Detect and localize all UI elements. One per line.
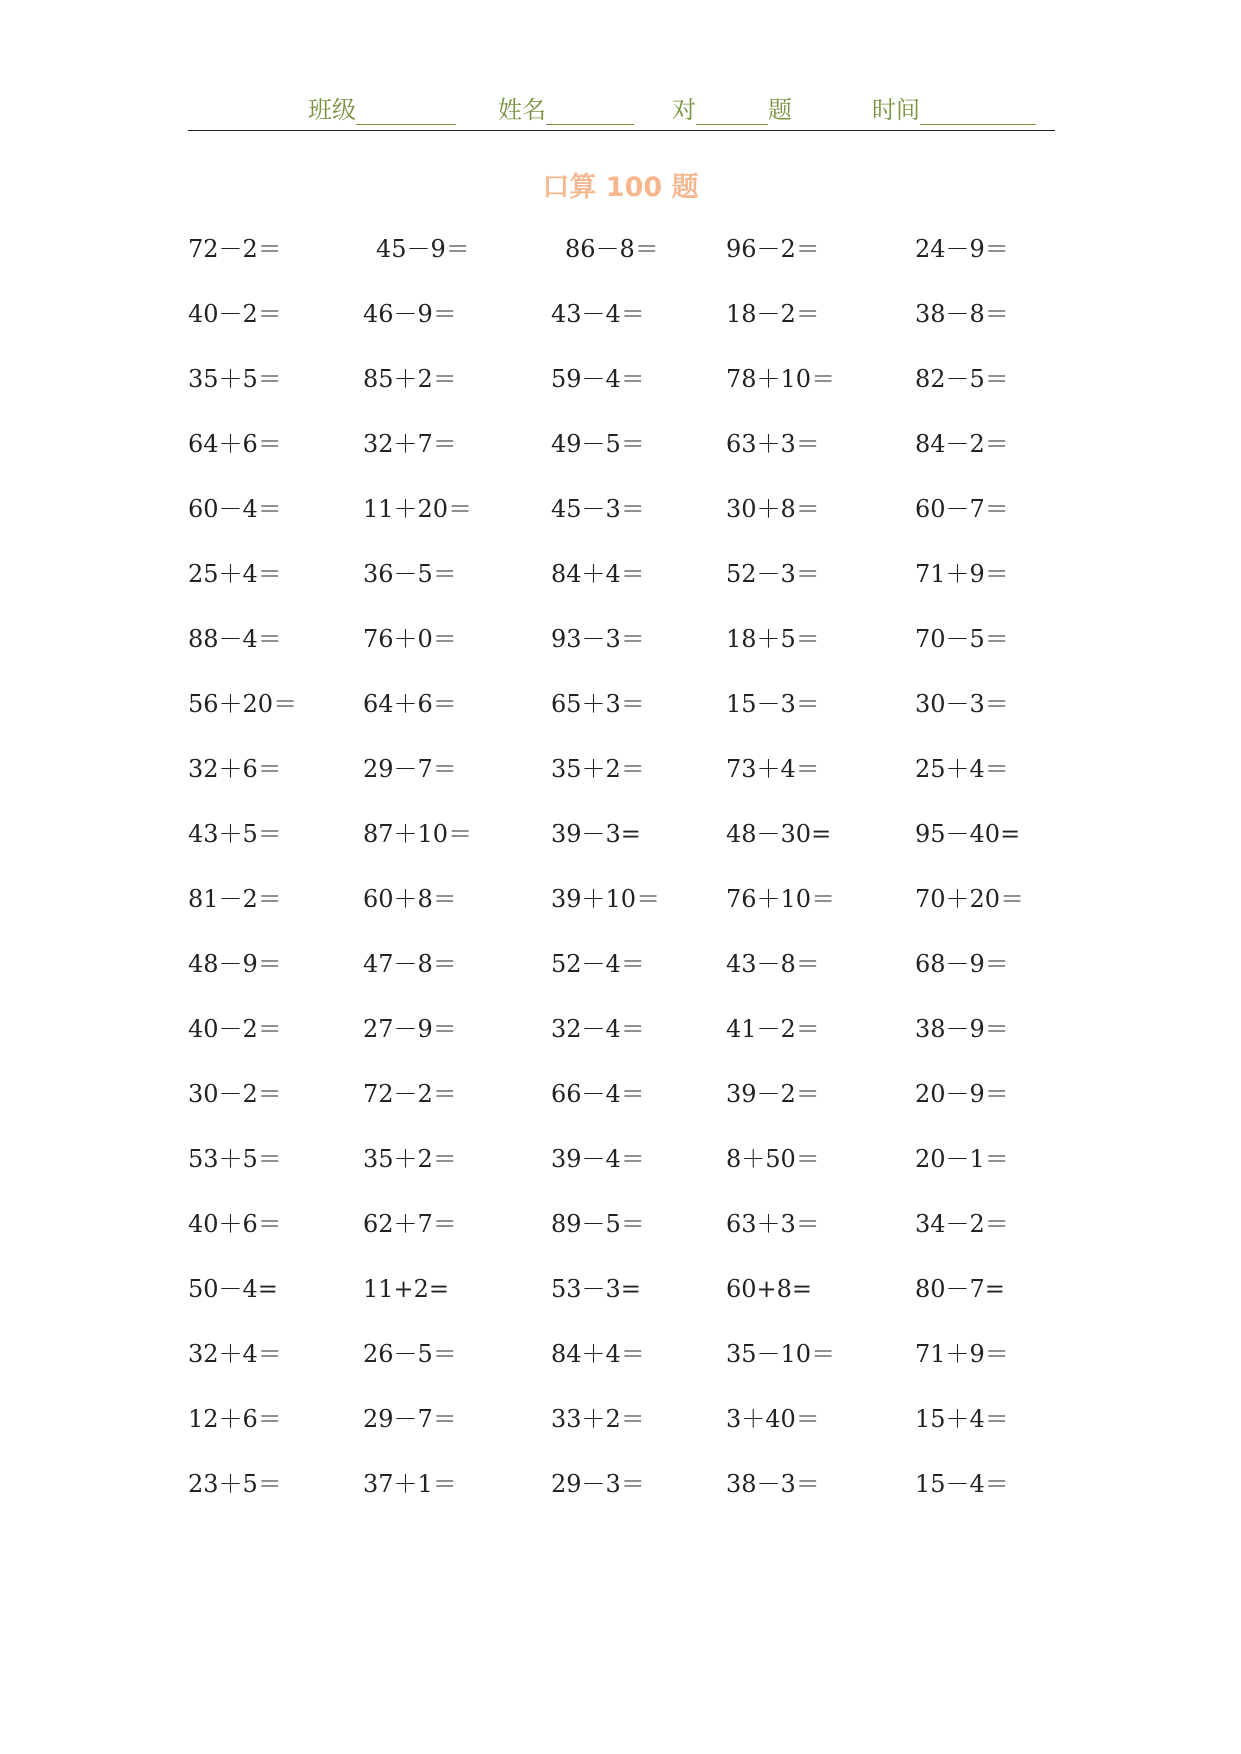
problem-row bbox=[188, 747, 1068, 812]
problem-row bbox=[188, 552, 1068, 617]
problem-row bbox=[188, 1332, 1068, 1397]
time-label: 时间 bbox=[872, 96, 920, 124]
problem-item: 48－30= bbox=[726, 820, 832, 848]
problem-item: 18－2＝ bbox=[726, 300, 820, 328]
problem-item: 71＋9＝ bbox=[915, 1340, 1009, 1368]
problem-item: 81－2＝ bbox=[188, 885, 282, 913]
problem-row bbox=[188, 1202, 1068, 1267]
class-field bbox=[308, 90, 456, 125]
problem-item: 37＋1＝ bbox=[363, 1470, 457, 1498]
problem-item: 33＋2＝ bbox=[551, 1405, 645, 1433]
problem-item: 32－4＝ bbox=[551, 1015, 645, 1043]
problem-item: 38－8＝ bbox=[915, 300, 1009, 328]
problem-item: 15－4＝ bbox=[915, 1470, 1009, 1498]
problem-item: 47－8＝ bbox=[363, 950, 457, 978]
problem-item: 87＋10＝ bbox=[363, 820, 473, 848]
problem-item: 11＋20＝ bbox=[363, 495, 473, 523]
problem-item: 60－4＝ bbox=[188, 495, 282, 523]
name-blank[interactable] bbox=[546, 102, 634, 125]
problem-item: 62＋7＝ bbox=[363, 1210, 457, 1238]
correct-count-field bbox=[672, 90, 792, 125]
problem-item: 41－2＝ bbox=[726, 1015, 820, 1043]
problem-item: 60+8= bbox=[726, 1275, 813, 1303]
problem-item: 30－3＝ bbox=[915, 690, 1009, 718]
problem-item: 80－7= bbox=[915, 1275, 1005, 1303]
problem-item: 93－3＝ bbox=[551, 625, 645, 653]
class-label: 班级 bbox=[308, 96, 356, 124]
name-field bbox=[498, 90, 634, 125]
problem-item: 43＋5＝ bbox=[188, 820, 282, 848]
problem-item: 25＋4＝ bbox=[915, 755, 1009, 783]
problem-item: 25＋4＝ bbox=[188, 560, 282, 588]
problem-row bbox=[188, 292, 1068, 357]
problem-item: 84－2＝ bbox=[915, 430, 1009, 458]
problem-item: 35＋2＝ bbox=[551, 755, 645, 783]
problem-item: 50－4= bbox=[188, 1275, 278, 1303]
problem-item: 23＋5＝ bbox=[188, 1470, 282, 1498]
problem-item: 39－4＝ bbox=[551, 1145, 645, 1173]
problem-item: 40－2＝ bbox=[188, 300, 282, 328]
problem-item: 64＋6＝ bbox=[188, 430, 282, 458]
problem-item: 72－2＝ bbox=[363, 1080, 457, 1108]
problem-item: 45－9＝ bbox=[376, 235, 470, 263]
problem-item: 84＋4＝ bbox=[551, 1340, 645, 1368]
problem-item: 82－5＝ bbox=[915, 365, 1009, 393]
time-field bbox=[872, 90, 1036, 125]
problem-item: 20－1＝ bbox=[915, 1145, 1009, 1173]
problem-item: 70－5＝ bbox=[915, 625, 1009, 653]
header-bar bbox=[188, 86, 1055, 131]
problem-item: 60＋8＝ bbox=[363, 885, 457, 913]
problem-item: 96－2＝ bbox=[726, 235, 820, 263]
problem-item: 95－40= bbox=[915, 820, 1021, 848]
problem-item: 88－4＝ bbox=[188, 625, 282, 653]
problem-item: 40＋6＝ bbox=[188, 1210, 282, 1238]
problem-item: 35－10＝ bbox=[726, 1340, 836, 1368]
problem-row bbox=[188, 1462, 1068, 1527]
problem-item: 46－9＝ bbox=[363, 300, 457, 328]
problem-item: 11+2= bbox=[363, 1275, 450, 1303]
problem-item: 52－3＝ bbox=[726, 560, 820, 588]
problem-item: 38－3＝ bbox=[726, 1470, 820, 1498]
problem-item: 43－8＝ bbox=[726, 950, 820, 978]
problem-item: 29－7＝ bbox=[363, 1405, 457, 1433]
problem-row bbox=[188, 812, 1068, 877]
problem-item: 39－3= bbox=[551, 820, 641, 848]
problem-item: 66－4＝ bbox=[551, 1080, 645, 1108]
problem-item: 76＋10＝ bbox=[726, 885, 836, 913]
problem-item: 32＋4＝ bbox=[188, 1340, 282, 1368]
problem-item: 70＋20＝ bbox=[915, 885, 1025, 913]
problem-row bbox=[188, 1137, 1068, 1202]
problem-item: 56＋20＝ bbox=[188, 690, 298, 718]
time-blank[interactable] bbox=[920, 102, 1036, 125]
problem-row bbox=[188, 617, 1068, 682]
problem-item: 53＋5＝ bbox=[188, 1145, 282, 1173]
problem-item: 59－4＝ bbox=[551, 365, 645, 393]
problem-item: 3＋40＝ bbox=[726, 1405, 820, 1433]
problem-item: 36－5＝ bbox=[363, 560, 457, 588]
problem-item: 20－9＝ bbox=[915, 1080, 1009, 1108]
problem-item: 52－4＝ bbox=[551, 950, 645, 978]
problem-item: 12＋6＝ bbox=[188, 1405, 282, 1433]
problem-item: 15＋4＝ bbox=[915, 1405, 1009, 1433]
problem-item: 89－5＝ bbox=[551, 1210, 645, 1238]
problem-row bbox=[188, 357, 1068, 422]
problem-item: 32＋7＝ bbox=[363, 430, 457, 458]
problem-item: 39＋10＝ bbox=[551, 885, 661, 913]
problem-item: 24－9＝ bbox=[915, 235, 1009, 263]
problem-item: 39－2＝ bbox=[726, 1080, 820, 1108]
problem-item: 78＋10＝ bbox=[726, 365, 836, 393]
problem-item: 34－2＝ bbox=[915, 1210, 1009, 1238]
problem-item: 38－9＝ bbox=[915, 1015, 1009, 1043]
problem-row bbox=[188, 227, 1068, 292]
problem-item: 29－3＝ bbox=[551, 1470, 645, 1498]
problem-item: 35＋5＝ bbox=[188, 365, 282, 393]
problem-item: 49－5＝ bbox=[551, 430, 645, 458]
problem-item: 45－3＝ bbox=[551, 495, 645, 523]
class-blank[interactable] bbox=[356, 102, 456, 125]
problem-item: 48－9＝ bbox=[188, 950, 282, 978]
problem-item: 35＋2＝ bbox=[363, 1145, 457, 1173]
problem-item: 8＋50＝ bbox=[726, 1145, 820, 1173]
problem-item: 18＋5＝ bbox=[726, 625, 820, 653]
problem-item: 27－9＝ bbox=[363, 1015, 457, 1043]
problem-item: 63＋3＝ bbox=[726, 430, 820, 458]
problem-item: 53－3= bbox=[551, 1275, 641, 1303]
correct-label: 对 bbox=[672, 96, 696, 124]
problem-grid bbox=[188, 227, 1068, 1527]
problem-item: 65＋3＝ bbox=[551, 690, 645, 718]
problem-item: 29－7＝ bbox=[363, 755, 457, 783]
problem-item: 60－7＝ bbox=[915, 495, 1009, 523]
problem-item: 40－2＝ bbox=[188, 1015, 282, 1043]
name-label: 姓名 bbox=[498, 96, 546, 124]
page-title: 口算 100 题 bbox=[542, 172, 699, 203]
problem-item: 68－9＝ bbox=[915, 950, 1009, 978]
problem-row bbox=[188, 682, 1068, 747]
problem-item: 84＋4＝ bbox=[551, 560, 645, 588]
problem-item: 76＋0＝ bbox=[363, 625, 457, 653]
problem-row bbox=[188, 877, 1068, 942]
problem-item: 15－3＝ bbox=[726, 690, 820, 718]
problem-item: 73＋4＝ bbox=[726, 755, 820, 783]
problem-row bbox=[188, 487, 1068, 552]
problem-item: 63＋3＝ bbox=[726, 1210, 820, 1238]
problem-item: 71＋9＝ bbox=[915, 560, 1009, 588]
problem-item: 43－4＝ bbox=[551, 300, 645, 328]
problem-item: 26－5＝ bbox=[363, 1340, 457, 1368]
correct-count-blank[interactable] bbox=[696, 102, 768, 125]
problem-item: 30－2＝ bbox=[188, 1080, 282, 1108]
problem-row bbox=[188, 422, 1068, 487]
problem-row bbox=[188, 942, 1068, 1007]
problem-row bbox=[188, 1007, 1068, 1072]
problem-row bbox=[188, 1072, 1068, 1137]
problem-row bbox=[188, 1267, 1068, 1332]
problem-item: 72－2＝ bbox=[188, 235, 282, 263]
problem-item: 86－8＝ bbox=[565, 235, 659, 263]
problem-row bbox=[188, 1397, 1068, 1462]
problem-item: 30＋8＝ bbox=[726, 495, 820, 523]
questions-label: 题 bbox=[768, 96, 792, 124]
problem-item: 32＋6＝ bbox=[188, 755, 282, 783]
problem-item: 64＋6＝ bbox=[363, 690, 457, 718]
problem-item: 85＋2＝ bbox=[363, 365, 457, 393]
